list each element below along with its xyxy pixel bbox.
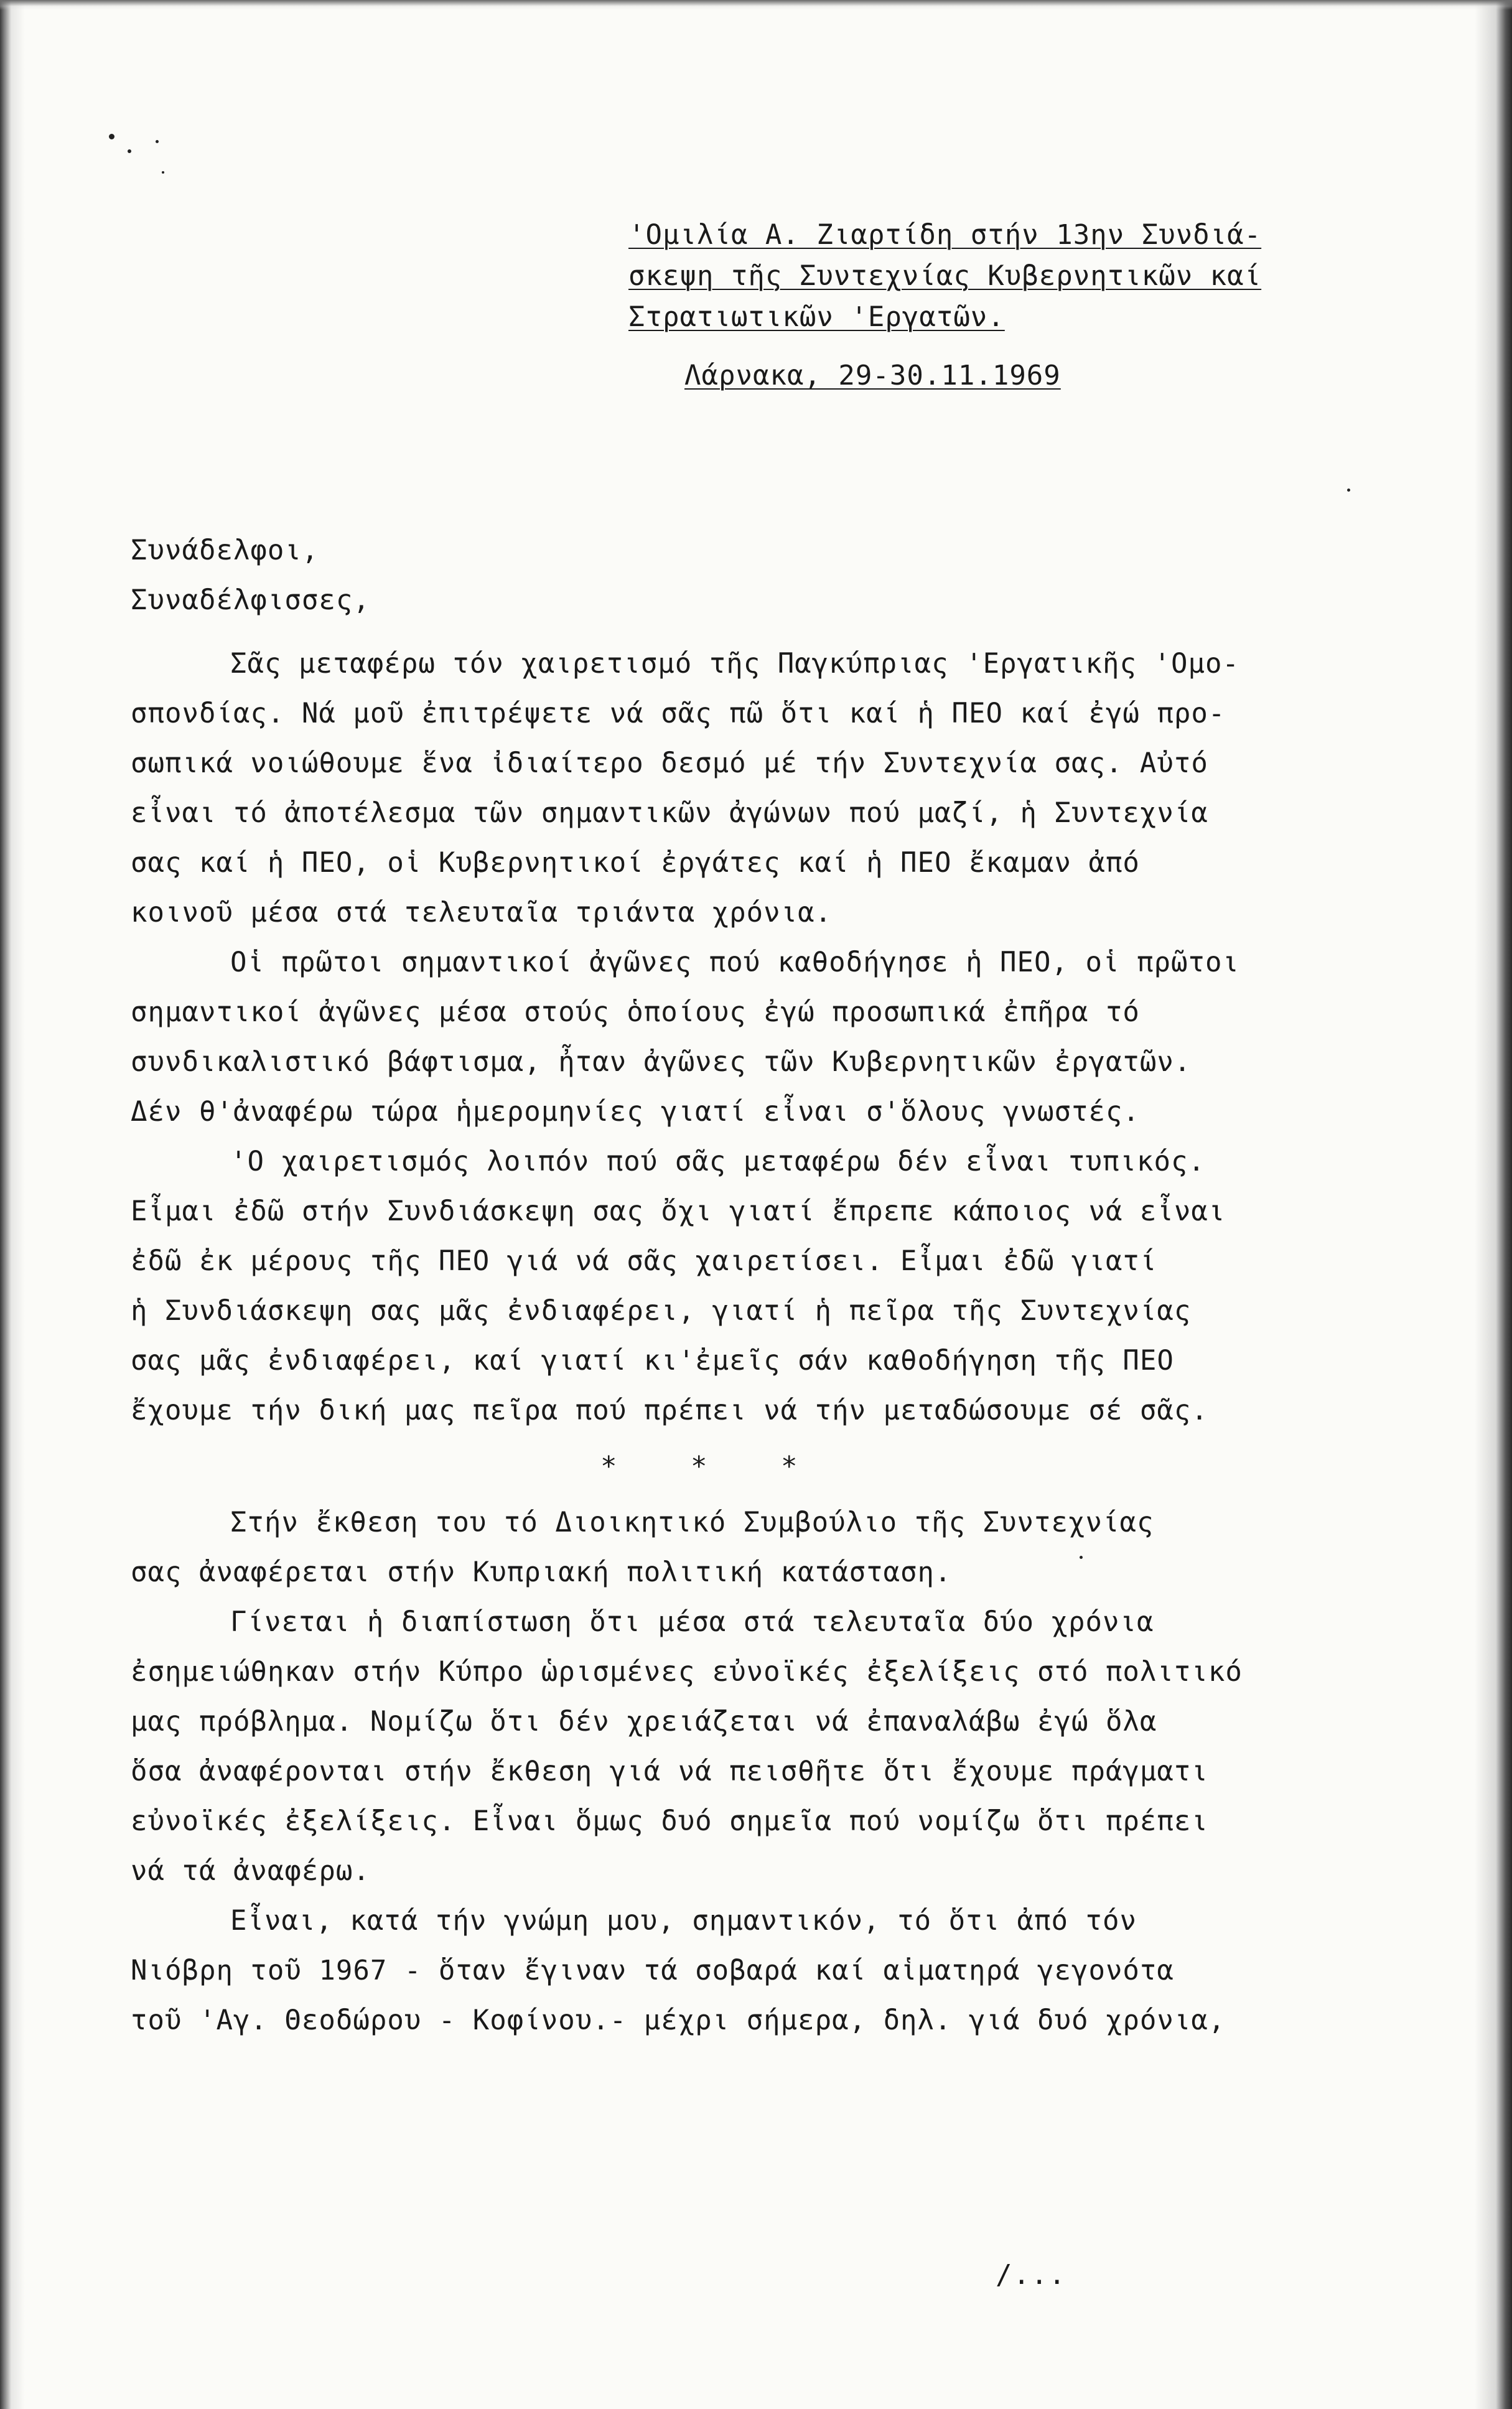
heading-line: 'Ομιλία Α. Ζιαρτίδη στήν 13ην Συνδιά- xyxy=(628,219,1262,251)
speech-heading xyxy=(628,215,1375,396)
text-line: τοῦ 'Αγ. Θεοδώρου - Κοφίνου.- μέχρι σήμερα, δηλ. γιά δυό χρόνια, xyxy=(131,2004,1226,2036)
text-line: σημαντικοί ἀγῶνες μέσα στούς ὁποίους ἐγώ προσωπικά ἐπῆρα τό xyxy=(131,996,1140,1028)
speech-body xyxy=(131,526,1394,2046)
page-continuation-mark: /... xyxy=(996,2259,1066,2291)
scan-edge-left xyxy=(0,0,25,2409)
place-date: Λάρνακα, 29-30.11.1969 xyxy=(684,360,1061,391)
scan-speck xyxy=(162,171,164,174)
text-line: μας πρόβλημα. Νομίζω ὅτι δέν χρειάζεται νά ἐπαναλάβω ἐγώ ὅλα xyxy=(131,1706,1157,1738)
scan-speck xyxy=(109,134,114,139)
salutation-line: Συναδέλφισσες, xyxy=(131,584,370,616)
text-line: ἐσημειώθηκαν στήν Κύπρο ὡρισμένες εὐνοϊκές ἐξελίξεις στό πολιτικό xyxy=(131,1656,1243,1688)
scan-edge-top xyxy=(0,0,1512,10)
text-line: σπονδίας. Νά μοῦ ἐπιτρέψετε νά σᾶς πῶ ὅτι καί ἡ ΠΕΟ καί ἐγώ προ- xyxy=(131,698,1226,729)
text-line: Εἶναι, κατά τήν γνώμη μου, σημαντικόν, τό ὅτι ἀπό τόν xyxy=(230,1905,1137,1937)
scan-edge-right xyxy=(1475,0,1512,2409)
text-line: σας ἀναφέρεται στήν Κυπριακή πολιτική κατάσταση. xyxy=(131,1556,952,1588)
text-line: ἔχουμε τήν δική μας πεῖρα πού πρέπει νά τήν μεταδώσουμε σέ σᾶς. xyxy=(131,1395,1208,1426)
text-line: σας καί ἡ ΠΕΟ, οἱ Κυβερνητικοί ἐργάτες καί ἡ ΠΕΟ ἔκαμαν ἀπό xyxy=(131,847,1140,879)
text-line: εὐνοϊκές ἐξελίξεις. Εἶναι ὅμως δυό σημεῖα πού νομίζω ὅτι πρέπει xyxy=(131,1805,1208,1837)
heading-line: σκεψη τῆς Συντεχνίας Κυβερνητικῶν καί xyxy=(628,260,1262,292)
text-line: Γίνεται ἡ διαπίστωση ὅτι μέσα στά τελευταῖα δύο χρόνια xyxy=(230,1606,1154,1638)
salutation-line: Συνάδελφοι, xyxy=(131,535,319,566)
text-line: Δέν θ'ἀναφέρω τώρα ἡμερομηνίες γιατί εἶναι σ'ὅλους γνωστές. xyxy=(131,1096,1140,1128)
text-line: Νιόβρη τοῦ 1967 - ὅταν ἔγιναν τά σοβαρά καί αἱματηρά γεγονότα xyxy=(131,1955,1174,1986)
text-line: 'Ο χαιρετισμός λοιπόν πού σᾶς μεταφέρω δέν εἶναι τυπικός. xyxy=(230,1146,1205,1177)
text-line: Οἱ πρῶτοι σημαντικοί ἀγῶνες πού καθοδήγησε ἡ ΠΕΟ, οἱ πρῶτοι xyxy=(230,947,1239,978)
text-line: Στήν ἔκθεση του τό Διοικητικό Συμβούλιο τῆς Συντεχνίας xyxy=(230,1507,1154,1538)
scan-speck xyxy=(1347,489,1350,492)
text-line: ἡ Συνδιάσκεψη σας μᾶς ἐνδιαφέρει, γιατί ἡ πεῖρα τῆς Συντεχνίας xyxy=(131,1295,1192,1327)
text-line: νά τά ἀναφέρω. xyxy=(131,1855,370,1887)
text-line: Εἶμαι ἐδῶ στήν Συνδιάσκεψη σας ὄχι γιατί ἔπρεπε κάποιος νά εἶναι xyxy=(131,1195,1226,1227)
text-line: συνδικαλιστικό βάφτισμα, ἦταν ἀγῶνες τῶν Κυβερνητικῶν ἐργατῶν. xyxy=(131,1046,1192,1078)
text-line: Σᾶς μεταφέρω τόν χαιρετισμό τῆς Παγκύπριας 'Εργατικῆς 'Ομο- xyxy=(230,648,1239,680)
heading-line: Στρατιωτικῶν 'Εργατῶν. xyxy=(628,301,1005,333)
text-line: κοινοῦ μέσα στά τελευταῖα τριάντα χρόνια. xyxy=(131,897,833,929)
text-line: ὅσα ἀναφέρονται στήν ἔκθεση γιά νά πεισθῆτε ὅτι ἔχουμε πράγματι xyxy=(131,1756,1208,1787)
section-separator: * * * xyxy=(600,1451,798,1482)
text-line: εἶναι τό ἀποτέλεσμα τῶν σημαντικῶν ἀγώνων πού μαζί, ἡ Συντεχνία xyxy=(131,797,1208,829)
scan-speck xyxy=(128,149,131,153)
text-line: σας μᾶς ἐνδιαφέρει, καί γιατί κι'ἐμεῖς σάν καθοδήγηση τῆς ΠΕΟ xyxy=(131,1345,1174,1377)
scan-speck xyxy=(156,140,159,143)
text-line: σωπικά νοιώθουμε ἕνα ἰδιαίτερο δεσμό μέ τήν Συντεχνία σας. Αὐτό xyxy=(131,747,1208,779)
text-line: ἐδῶ ἐκ μέρους τῆς ΠΕΟ γιά νά σᾶς χαιρετίσει. Εἶμαι ἐδῶ γιατί xyxy=(131,1245,1157,1277)
